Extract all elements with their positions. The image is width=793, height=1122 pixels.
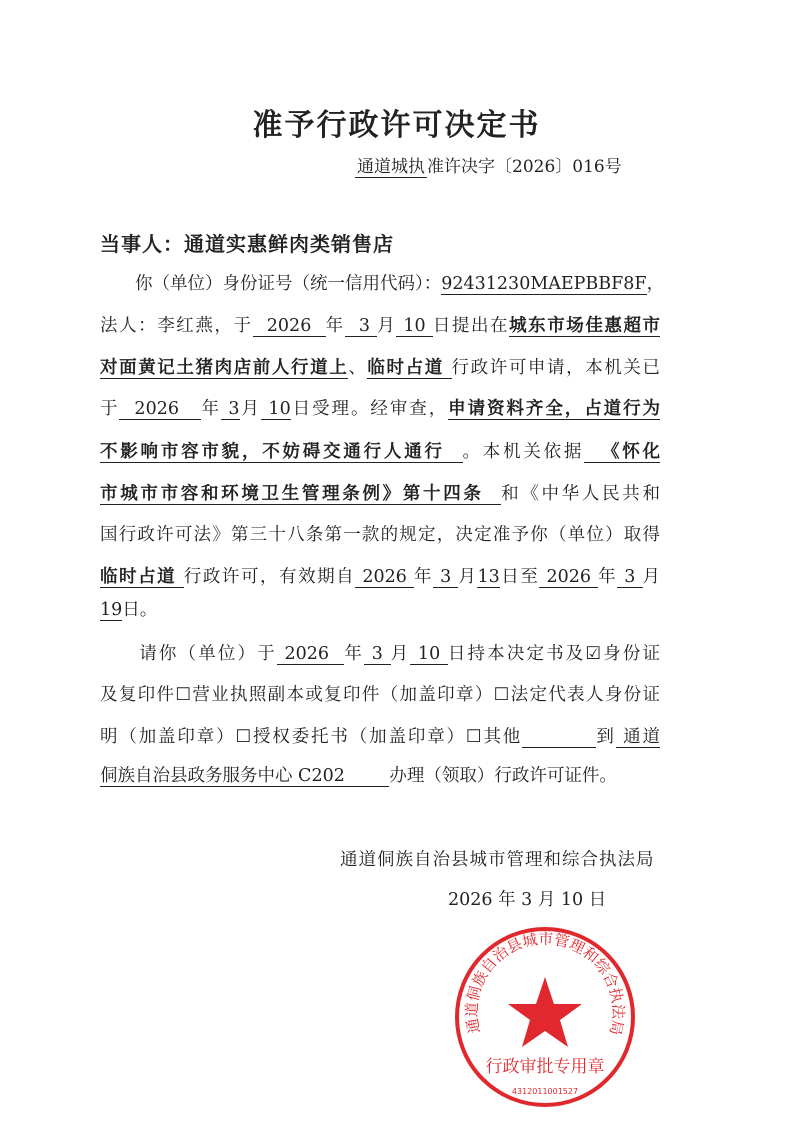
body-line [100, 764, 660, 788]
body-text: 月 [642, 567, 661, 587]
body-line [100, 598, 660, 622]
filled-field: 城东市场佳惠超市 [509, 316, 661, 336]
body-text: 年 [325, 316, 345, 336]
party-name: 当事人：通道实惠鲜肉类销售店 [100, 232, 394, 256]
body-text: 日提出在 [432, 316, 510, 336]
filled-field: 3 [617, 567, 643, 587]
seal-inner-text: 行政审批专用章 [485, 1057, 605, 1077]
body-text: 日至 [499, 567, 540, 587]
filled-field: 3 [433, 567, 459, 587]
issuing-authority: 通道侗族自治县城市管理和综合执法局 [340, 850, 655, 870]
body-text: 年 [414, 567, 434, 587]
body-text: 日持本决定书及☑身份证 [447, 644, 660, 664]
filled-field: 对面黄记土猪肉店前人行道上 [100, 358, 349, 378]
body-text: 明（加盖印章）☐授权委托书（加盖印章）☐其他 [100, 727, 523, 747]
filled-field: 10 [396, 316, 433, 336]
document-number [355, 152, 622, 177]
doc-number-prefix: 通道城执 [357, 157, 425, 177]
seal-outer-text: 通道侗族自治县城市管理和综合执法局 [462, 929, 628, 1037]
body-text: ， [646, 274, 665, 294]
body-text: 及复印件☐营业执照副本或复印件（加盖印章）☐法定代表人身份证 [100, 685, 660, 705]
body-text: 请你（单位）于 [100, 644, 277, 664]
filled-field: 2026 [539, 567, 599, 587]
seal-star-icon [508, 977, 582, 1047]
body-text: 月 [390, 644, 411, 664]
body-line [100, 314, 660, 338]
body-text: 到 [596, 727, 616, 747]
filled-field: 19 [100, 600, 123, 620]
body-text: 年 [344, 644, 365, 664]
body-text: 和《中华人民共和 [501, 484, 660, 504]
body-text: 国行政许可法》第三十八条第一款的规定，决定准予你（单位）取得 [100, 525, 660, 545]
body-text: 法人：李红燕，于 [100, 316, 253, 336]
filled-field: 2026 [355, 567, 414, 587]
filled-field: 市城市市容和环境卫生管理条例》第十四条 [100, 484, 502, 504]
filled-field: 10 [410, 644, 448, 664]
body-line [100, 482, 660, 506]
body-text: 于 [100, 399, 120, 419]
body-line [100, 397, 660, 421]
filled-field: 临时占道 [367, 358, 452, 378]
filled-field: 不影响市容市貌，不妨碍交通行人通行 [100, 442, 463, 462]
body-line [100, 565, 660, 589]
doc-number-rest: 准许决字〔2026〕016号 [427, 157, 622, 177]
body-text: 年 [201, 399, 221, 419]
filled-field: 2026 [276, 644, 345, 664]
body-text: 行政许可，有效期自 [183, 567, 356, 587]
body-text: 、 [348, 358, 368, 378]
filled-field: 2026 [252, 316, 326, 336]
body-text: 日受理。经审查， [290, 399, 449, 419]
filled-field: 2026 [119, 399, 202, 419]
body-line [100, 725, 660, 749]
filled-field: 《怀化 [584, 442, 661, 462]
body-text: 月 [239, 399, 261, 419]
body-line [100, 440, 660, 464]
body-line [100, 683, 660, 707]
body-text: 年 [598, 567, 618, 587]
filled-field: 侗族自治县政务服务中心 C202 [100, 766, 390, 786]
body-text: 月 [458, 567, 478, 587]
filled-field: 13 [477, 567, 500, 587]
filled-field: 申请资料齐全，占道行为 [448, 399, 661, 419]
seal-code: 4312011001527 [511, 1087, 579, 1096]
body-text: 日。 [122, 600, 158, 620]
body-line [100, 272, 665, 296]
issue-date: 2026 年 3 月 10 日 [448, 890, 607, 910]
document-title: 准予行政许可决定书 [252, 108, 541, 143]
filled-field: 3 [364, 644, 391, 664]
official-seal [450, 922, 640, 1112]
body-line [100, 356, 660, 380]
filled-field: 92431230MAEPBBF8F [441, 274, 647, 294]
filled-field [522, 727, 596, 748]
filled-field: 临时占道 [100, 567, 184, 587]
body-line [100, 642, 660, 666]
filled-field: 通道 [615, 727, 660, 747]
body-text: 行政许可申请，本机关已 [451, 358, 661, 378]
body-text: 。本机关依据 [462, 442, 585, 462]
body-text: 你（单位）身份证号（统一信用代码）： [100, 274, 442, 294]
body-text: 办理（领取）行政许可证件。 [389, 766, 617, 786]
filled-field: 3 [344, 316, 378, 336]
filled-field: 10 [260, 399, 291, 419]
filled-field: 3 [220, 399, 240, 419]
body-text: 月 [377, 316, 397, 336]
body-line [100, 523, 660, 547]
